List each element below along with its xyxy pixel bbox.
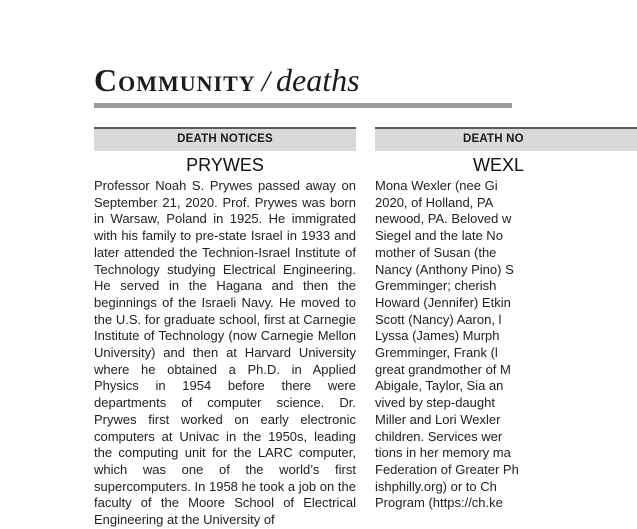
section-title-main: Community (94, 62, 256, 98)
obituary-line: ishphilly.org) or to Ch (375, 478, 497, 494)
obituary-line: Miller and Lori Wexler (375, 411, 501, 427)
obituary-line: tions in her memory ma (375, 445, 511, 461)
obituary-line: newood, PA. Beloved w (375, 211, 512, 227)
obituary-line: Howard (Jennifer) Etkin (375, 294, 511, 310)
obituary-line: mother of Susan (the (375, 244, 497, 260)
obituary-line: Federation of Greater Ph (375, 461, 519, 477)
obituary-line: Gremminger; cherish (375, 278, 497, 294)
obituary-line: vived by step-daught (375, 395, 495, 411)
obituary-text: Professor Noah S. Prywes passed away on September 21, 2020. Prof. Prywes was born in Warsaw, Poland in 1925. He immigrated with his family to pre-state Israel in 1933 and later attended the Technion-Israel Institute of Technology studying Electrical Engineering. He served in the Hagana and then the beginnings of the Israeli Navy. He moved to the U.S. for graduate school, first at Carnegie Institute of Technology (now Carnegie Mellon University) and then at Harvard University where he obtained a Ph.D. in Applied Physics in 1954 before there were departments of computer science. Dr. Prywes first worked on early electronic computers at Univac in the 1950s, leading the computing unit for the LARC computer, which was one of the world’s first supercomputers. In 1958 he took a job on the faculty of the Moore School of Electrical Engineering at the University of (94, 178, 356, 528)
death-notice-column-2 (375, 127, 637, 512)
death-notice-column-1 (94, 127, 356, 529)
deceased-name: WEXL (473, 155, 525, 175)
obituary-text (375, 178, 637, 512)
obituary-line: Lyssa (James) Murph (375, 328, 500, 344)
death-notices-header: DEATH NOTICES (94, 127, 356, 151)
obituary-line: Scott (Nancy) Aaron, l (375, 311, 502, 327)
obituary-line: great grandmother of M (375, 361, 511, 377)
obituary-line: Program (https://ch.ke (375, 495, 503, 511)
section-title (94, 58, 360, 109)
obituary-line: children. Services wer (375, 428, 503, 444)
section-title-subtitle: deaths (276, 62, 360, 98)
section-title-rule (94, 103, 512, 108)
obituary-line: Gremminger, Frank (l (375, 345, 498, 361)
obituary-line: Siegel and the late No (375, 228, 503, 244)
obituary-line: 2020, of Holland, PA (375, 194, 494, 210)
section-title-separator: / (261, 65, 270, 98)
obituary-line: Nancy (Anthony Pino) S (375, 261, 514, 277)
death-notices-header: DEATH NO (375, 127, 637, 151)
obituary-line: Abigale, Taylor, Sia an (375, 378, 504, 394)
deceased-name: PRYWES (186, 155, 264, 175)
obituary-line: Mona Wexler (nee Gi (375, 178, 498, 193)
